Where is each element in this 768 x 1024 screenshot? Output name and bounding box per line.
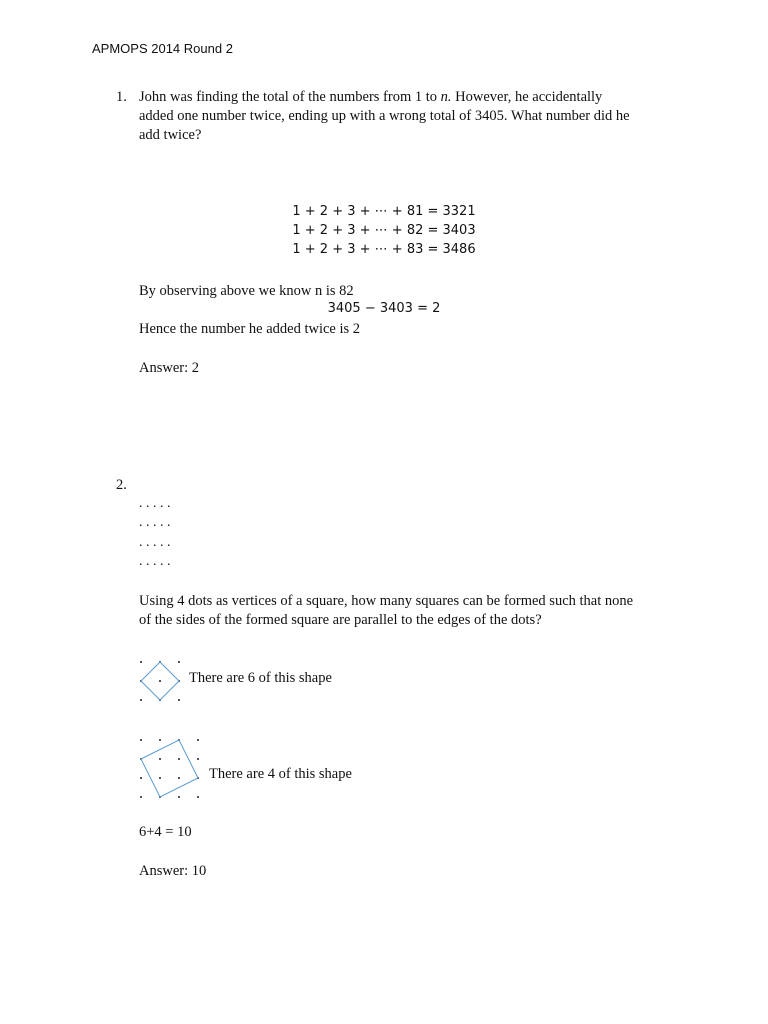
question-1-line-1: [139, 88, 602, 107]
q1-line1-pre: John was finding the total of the numbers from 1 to: [139, 89, 441, 105]
equation-2: 1 + 2 + 3 + ⋯ + 82 = 3403: [292, 223, 476, 238]
equation-1: 1 + 2 + 3 + ⋯ + 81 = 3321: [292, 204, 476, 219]
q1-variable-n: n.: [440, 89, 452, 105]
equation-3: 1 + 2 + 3 + ⋯ + 83 = 3486: [292, 242, 476, 257]
question-1-line-2: added one number twice, ending up with a wrong total of 3405. What number did he: [139, 108, 630, 124]
question-1-line-3: add twice?: [139, 127, 202, 143]
tilted-square-outline-large: [141, 740, 198, 797]
dot-grid-row-4: . . . . .: [139, 554, 171, 569]
difference-equation: 3405 − 3403 = 2: [327, 301, 441, 316]
tilted-square-diagram-2: [136, 728, 216, 808]
question-2-line-1: Using 4 dots as vertices of a square, how many squares can be formed such that none: [139, 593, 634, 609]
shape-1-caption: There are 6 of this shape: [189, 670, 332, 686]
question-2-line-2: of the sides of the formed square are parallel to the edges of the dots?: [139, 612, 542, 628]
conclusion-text: Hence the number he added twice is 2: [139, 321, 361, 337]
sum-calculation: 6+4 = 10: [139, 824, 192, 840]
observation-text: By observing above we know n is 82: [139, 283, 354, 299]
dot-grid-row-3: . . . . .: [139, 535, 171, 550]
page-header: APMOPS 2014 Round 2: [92, 41, 233, 56]
shape-2-caption: There are 4 of this shape: [209, 766, 352, 782]
dot-grid-row-1: . . . . .: [139, 496, 171, 511]
dot-grid-row-2: . . . . .: [139, 515, 171, 530]
tilted-square-diagram-1: [136, 650, 196, 710]
dot-grid-3x3: [140, 661, 180, 701]
question-2-number: 2.: [116, 477, 127, 493]
dot-grid-4x4: [140, 739, 199, 798]
question-2-answer: Answer: 10: [139, 863, 207, 879]
question-1-answer: Answer: 2: [139, 360, 200, 376]
question-1-number: 1.: [116, 89, 127, 105]
q1-line1-post: However, he accidentally: [451, 89, 603, 105]
